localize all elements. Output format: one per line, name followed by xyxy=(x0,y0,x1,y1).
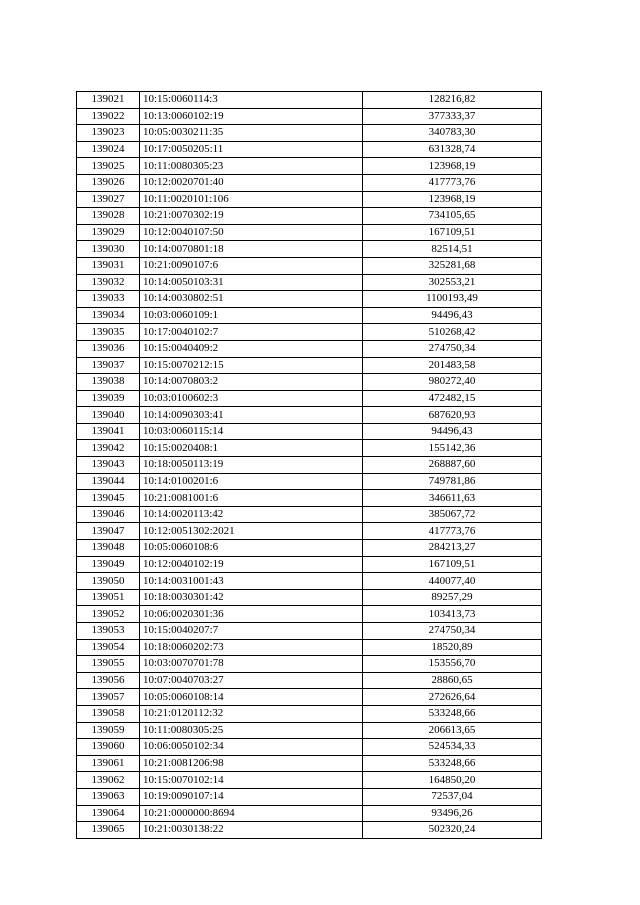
cell-code: 10:17:0050205:11 xyxy=(140,141,363,158)
cell-amount: 302553,21 xyxy=(363,274,542,291)
cell-amount: 268887,60 xyxy=(363,457,542,474)
cell-code: 10:21:0081206:98 xyxy=(140,755,363,772)
cell-code: 10:21:0081001:6 xyxy=(140,490,363,507)
cell-code: 10:14:0050103:31 xyxy=(140,274,363,291)
cell-code: 10:12:0020701:40 xyxy=(140,174,363,191)
cell-code: 10:15:0040207:7 xyxy=(140,623,363,640)
cell-code: 10:14:0090303:41 xyxy=(140,407,363,424)
table-row xyxy=(77,788,542,805)
table-row xyxy=(77,423,542,440)
table-row xyxy=(77,108,542,125)
cell-id: 139031 xyxy=(77,257,140,274)
cell-amount: 18520,89 xyxy=(363,639,542,656)
cell-code: 10:15:0060114:3 xyxy=(140,92,363,109)
cell-amount: 153556,70 xyxy=(363,656,542,673)
cell-id: 139026 xyxy=(77,174,140,191)
table-row xyxy=(77,92,542,109)
cell-id: 139055 xyxy=(77,656,140,673)
table-row xyxy=(77,639,542,656)
cell-id: 139032 xyxy=(77,274,140,291)
cell-amount: 346611,63 xyxy=(363,490,542,507)
table-row xyxy=(77,822,542,839)
table-row xyxy=(77,208,542,225)
cell-code: 10:12:0040107:50 xyxy=(140,224,363,241)
cell-amount: 274750,34 xyxy=(363,623,542,640)
cell-id: 139021 xyxy=(77,92,140,109)
cell-amount: 749781,86 xyxy=(363,473,542,490)
cell-amount: 284213,27 xyxy=(363,540,542,557)
cell-id: 139033 xyxy=(77,291,140,308)
cell-amount: 274750,34 xyxy=(363,340,542,357)
table-body xyxy=(77,92,542,839)
cell-amount: 510268,42 xyxy=(363,324,542,341)
cell-amount: 89257,29 xyxy=(363,589,542,606)
cell-amount: 82514,51 xyxy=(363,241,542,258)
cell-amount: 72537,04 xyxy=(363,788,542,805)
cell-id: 139062 xyxy=(77,772,140,789)
cell-code: 10:15:0070102:14 xyxy=(140,772,363,789)
cell-id: 139053 xyxy=(77,623,140,640)
table-row xyxy=(77,473,542,490)
cell-amount: 164850,20 xyxy=(363,772,542,789)
cell-id: 139060 xyxy=(77,739,140,756)
cell-id: 139041 xyxy=(77,423,140,440)
cell-id: 139049 xyxy=(77,556,140,573)
cell-amount: 472482,15 xyxy=(363,390,542,407)
cell-code: 10:15:0040409:2 xyxy=(140,340,363,357)
cell-code: 10:14:0070801:18 xyxy=(140,241,363,258)
cell-amount: 377333,37 xyxy=(363,108,542,125)
table-row xyxy=(77,722,542,739)
table-row xyxy=(77,805,542,822)
cell-id: 139035 xyxy=(77,324,140,341)
table-row xyxy=(77,174,542,191)
cell-id: 139059 xyxy=(77,722,140,739)
cell-code: 10:03:0060109:1 xyxy=(140,307,363,324)
table-row xyxy=(77,490,542,507)
cell-amount: 734105,65 xyxy=(363,208,542,225)
cell-code: 10:21:0030138:22 xyxy=(140,822,363,839)
cell-amount: 167109,51 xyxy=(363,556,542,573)
cell-id: 139029 xyxy=(77,224,140,241)
cell-amount: 385067,72 xyxy=(363,506,542,523)
cell-amount: 272626,64 xyxy=(363,689,542,706)
table-row xyxy=(77,141,542,158)
table-row xyxy=(77,656,542,673)
table-row xyxy=(77,374,542,391)
table-row xyxy=(77,257,542,274)
cell-amount: 325281,68 xyxy=(363,257,542,274)
table-row xyxy=(77,540,542,557)
cell-amount: 340783,30 xyxy=(363,125,542,142)
cell-code: 10:07:0040703:27 xyxy=(140,672,363,689)
cell-id: 139038 xyxy=(77,374,140,391)
cell-code: 10:21:0070302:19 xyxy=(140,208,363,225)
cell-code: 10:11:0080305:23 xyxy=(140,158,363,175)
cell-code: 10:14:0030802:51 xyxy=(140,291,363,308)
cell-code: 10:06:0050102:34 xyxy=(140,739,363,756)
cell-code: 10:12:0051302:2021 xyxy=(140,523,363,540)
cell-amount: 631328,74 xyxy=(363,141,542,158)
table-row xyxy=(77,241,542,258)
cell-id: 139025 xyxy=(77,158,140,175)
cell-code: 10:15:0020408:1 xyxy=(140,440,363,457)
table-row xyxy=(77,224,542,241)
table-row xyxy=(77,390,542,407)
cell-code: 10:17:0040102:7 xyxy=(140,324,363,341)
cell-amount: 687620,93 xyxy=(363,407,542,424)
cell-code: 10:21:0000000:8694 xyxy=(140,805,363,822)
cell-id: 139063 xyxy=(77,788,140,805)
cell-amount: 94496,43 xyxy=(363,307,542,324)
table-row xyxy=(77,125,542,142)
cell-id: 139040 xyxy=(77,407,140,424)
table-row xyxy=(77,506,542,523)
cell-id: 139027 xyxy=(77,191,140,208)
cell-amount: 123968,19 xyxy=(363,191,542,208)
table-row xyxy=(77,689,542,706)
cell-amount: 94496,43 xyxy=(363,423,542,440)
cell-code: 10:03:0060115:14 xyxy=(140,423,363,440)
table-row xyxy=(77,440,542,457)
cell-id: 139044 xyxy=(77,473,140,490)
cell-amount: 155142,36 xyxy=(363,440,542,457)
cell-id: 139054 xyxy=(77,639,140,656)
cell-id: 139052 xyxy=(77,606,140,623)
cell-amount: 1100193,49 xyxy=(363,291,542,308)
table-row xyxy=(77,274,542,291)
cell-amount: 103413,73 xyxy=(363,606,542,623)
table-row xyxy=(77,523,542,540)
cell-amount: 167109,51 xyxy=(363,224,542,241)
cell-code: 10:19:0090107:14 xyxy=(140,788,363,805)
cell-amount: 502320,24 xyxy=(363,822,542,839)
cell-code: 10:14:0070803:2 xyxy=(140,374,363,391)
table-row xyxy=(77,573,542,590)
cell-code: 10:21:0120112:32 xyxy=(140,705,363,722)
cell-amount: 440077,40 xyxy=(363,573,542,590)
cell-amount: 206613,65 xyxy=(363,722,542,739)
cell-id: 139058 xyxy=(77,705,140,722)
table-row xyxy=(77,191,542,208)
cell-id: 139048 xyxy=(77,540,140,557)
cell-id: 139036 xyxy=(77,340,140,357)
cell-id: 139030 xyxy=(77,241,140,258)
cell-code: 10:18:0030301:42 xyxy=(140,589,363,606)
cell-amount: 417773,76 xyxy=(363,174,542,191)
cell-id: 139028 xyxy=(77,208,140,225)
cell-id: 139022 xyxy=(77,108,140,125)
cell-amount: 980272,40 xyxy=(363,374,542,391)
table-row xyxy=(77,158,542,175)
table-row xyxy=(77,324,542,341)
cell-code: 10:14:0100201:6 xyxy=(140,473,363,490)
table-row xyxy=(77,291,542,308)
cell-id: 139057 xyxy=(77,689,140,706)
table-row xyxy=(77,589,542,606)
table-row xyxy=(77,739,542,756)
table-row xyxy=(77,407,542,424)
cell-amount: 128216,82 xyxy=(363,92,542,109)
cell-id: 139051 xyxy=(77,589,140,606)
cell-id: 139039 xyxy=(77,390,140,407)
table-row xyxy=(77,772,542,789)
cell-code: 10:21:0090107:6 xyxy=(140,257,363,274)
table-row xyxy=(77,755,542,772)
table-row xyxy=(77,623,542,640)
table-row xyxy=(77,606,542,623)
table-row xyxy=(77,672,542,689)
cell-amount: 123968,19 xyxy=(363,158,542,175)
cell-code: 10:14:0031001:43 xyxy=(140,573,363,590)
cell-id: 139050 xyxy=(77,573,140,590)
cell-code: 10:12:0040102:19 xyxy=(140,556,363,573)
cell-amount: 201483,58 xyxy=(363,357,542,374)
data-table xyxy=(76,91,542,839)
table-row xyxy=(77,307,542,324)
cell-id: 139046 xyxy=(77,506,140,523)
cell-code: 10:18:0060202:73 xyxy=(140,639,363,656)
cell-code: 10:14:0020113:42 xyxy=(140,506,363,523)
cell-id: 139064 xyxy=(77,805,140,822)
cell-amount: 93496,26 xyxy=(363,805,542,822)
cell-id: 139024 xyxy=(77,141,140,158)
cell-id: 139043 xyxy=(77,457,140,474)
cell-amount: 417773,76 xyxy=(363,523,542,540)
cell-id: 139045 xyxy=(77,490,140,507)
cell-id: 139037 xyxy=(77,357,140,374)
cell-amount: 533248,66 xyxy=(363,755,542,772)
table-row xyxy=(77,357,542,374)
cell-code: 10:05:0030211:35 xyxy=(140,125,363,142)
cell-code: 10:11:0020101:106 xyxy=(140,191,363,208)
cell-id: 139047 xyxy=(77,523,140,540)
cell-id: 139065 xyxy=(77,822,140,839)
cell-id: 139023 xyxy=(77,125,140,142)
cell-code: 10:11:0080305:25 xyxy=(140,722,363,739)
cell-code: 10:03:0100602:3 xyxy=(140,390,363,407)
table-row xyxy=(77,340,542,357)
cell-code: 10:06:0020301:36 xyxy=(140,606,363,623)
cell-id: 139056 xyxy=(77,672,140,689)
cell-id: 139042 xyxy=(77,440,140,457)
cell-code: 10:03:0070701:78 xyxy=(140,656,363,673)
cell-amount: 533248,66 xyxy=(363,705,542,722)
table-row xyxy=(77,556,542,573)
cell-code: 10:13:0060102:19 xyxy=(140,108,363,125)
cell-amount: 28860,65 xyxy=(363,672,542,689)
cell-id: 139061 xyxy=(77,755,140,772)
cell-code: 10:18:0050113:19 xyxy=(140,457,363,474)
table-row xyxy=(77,705,542,722)
table-row xyxy=(77,457,542,474)
cell-id: 139034 xyxy=(77,307,140,324)
cell-code: 10:05:0060108:6 xyxy=(140,540,363,557)
cell-amount: 524534,33 xyxy=(363,739,542,756)
cell-code: 10:15:0070212:15 xyxy=(140,357,363,374)
cell-code: 10:05:0060108:14 xyxy=(140,689,363,706)
